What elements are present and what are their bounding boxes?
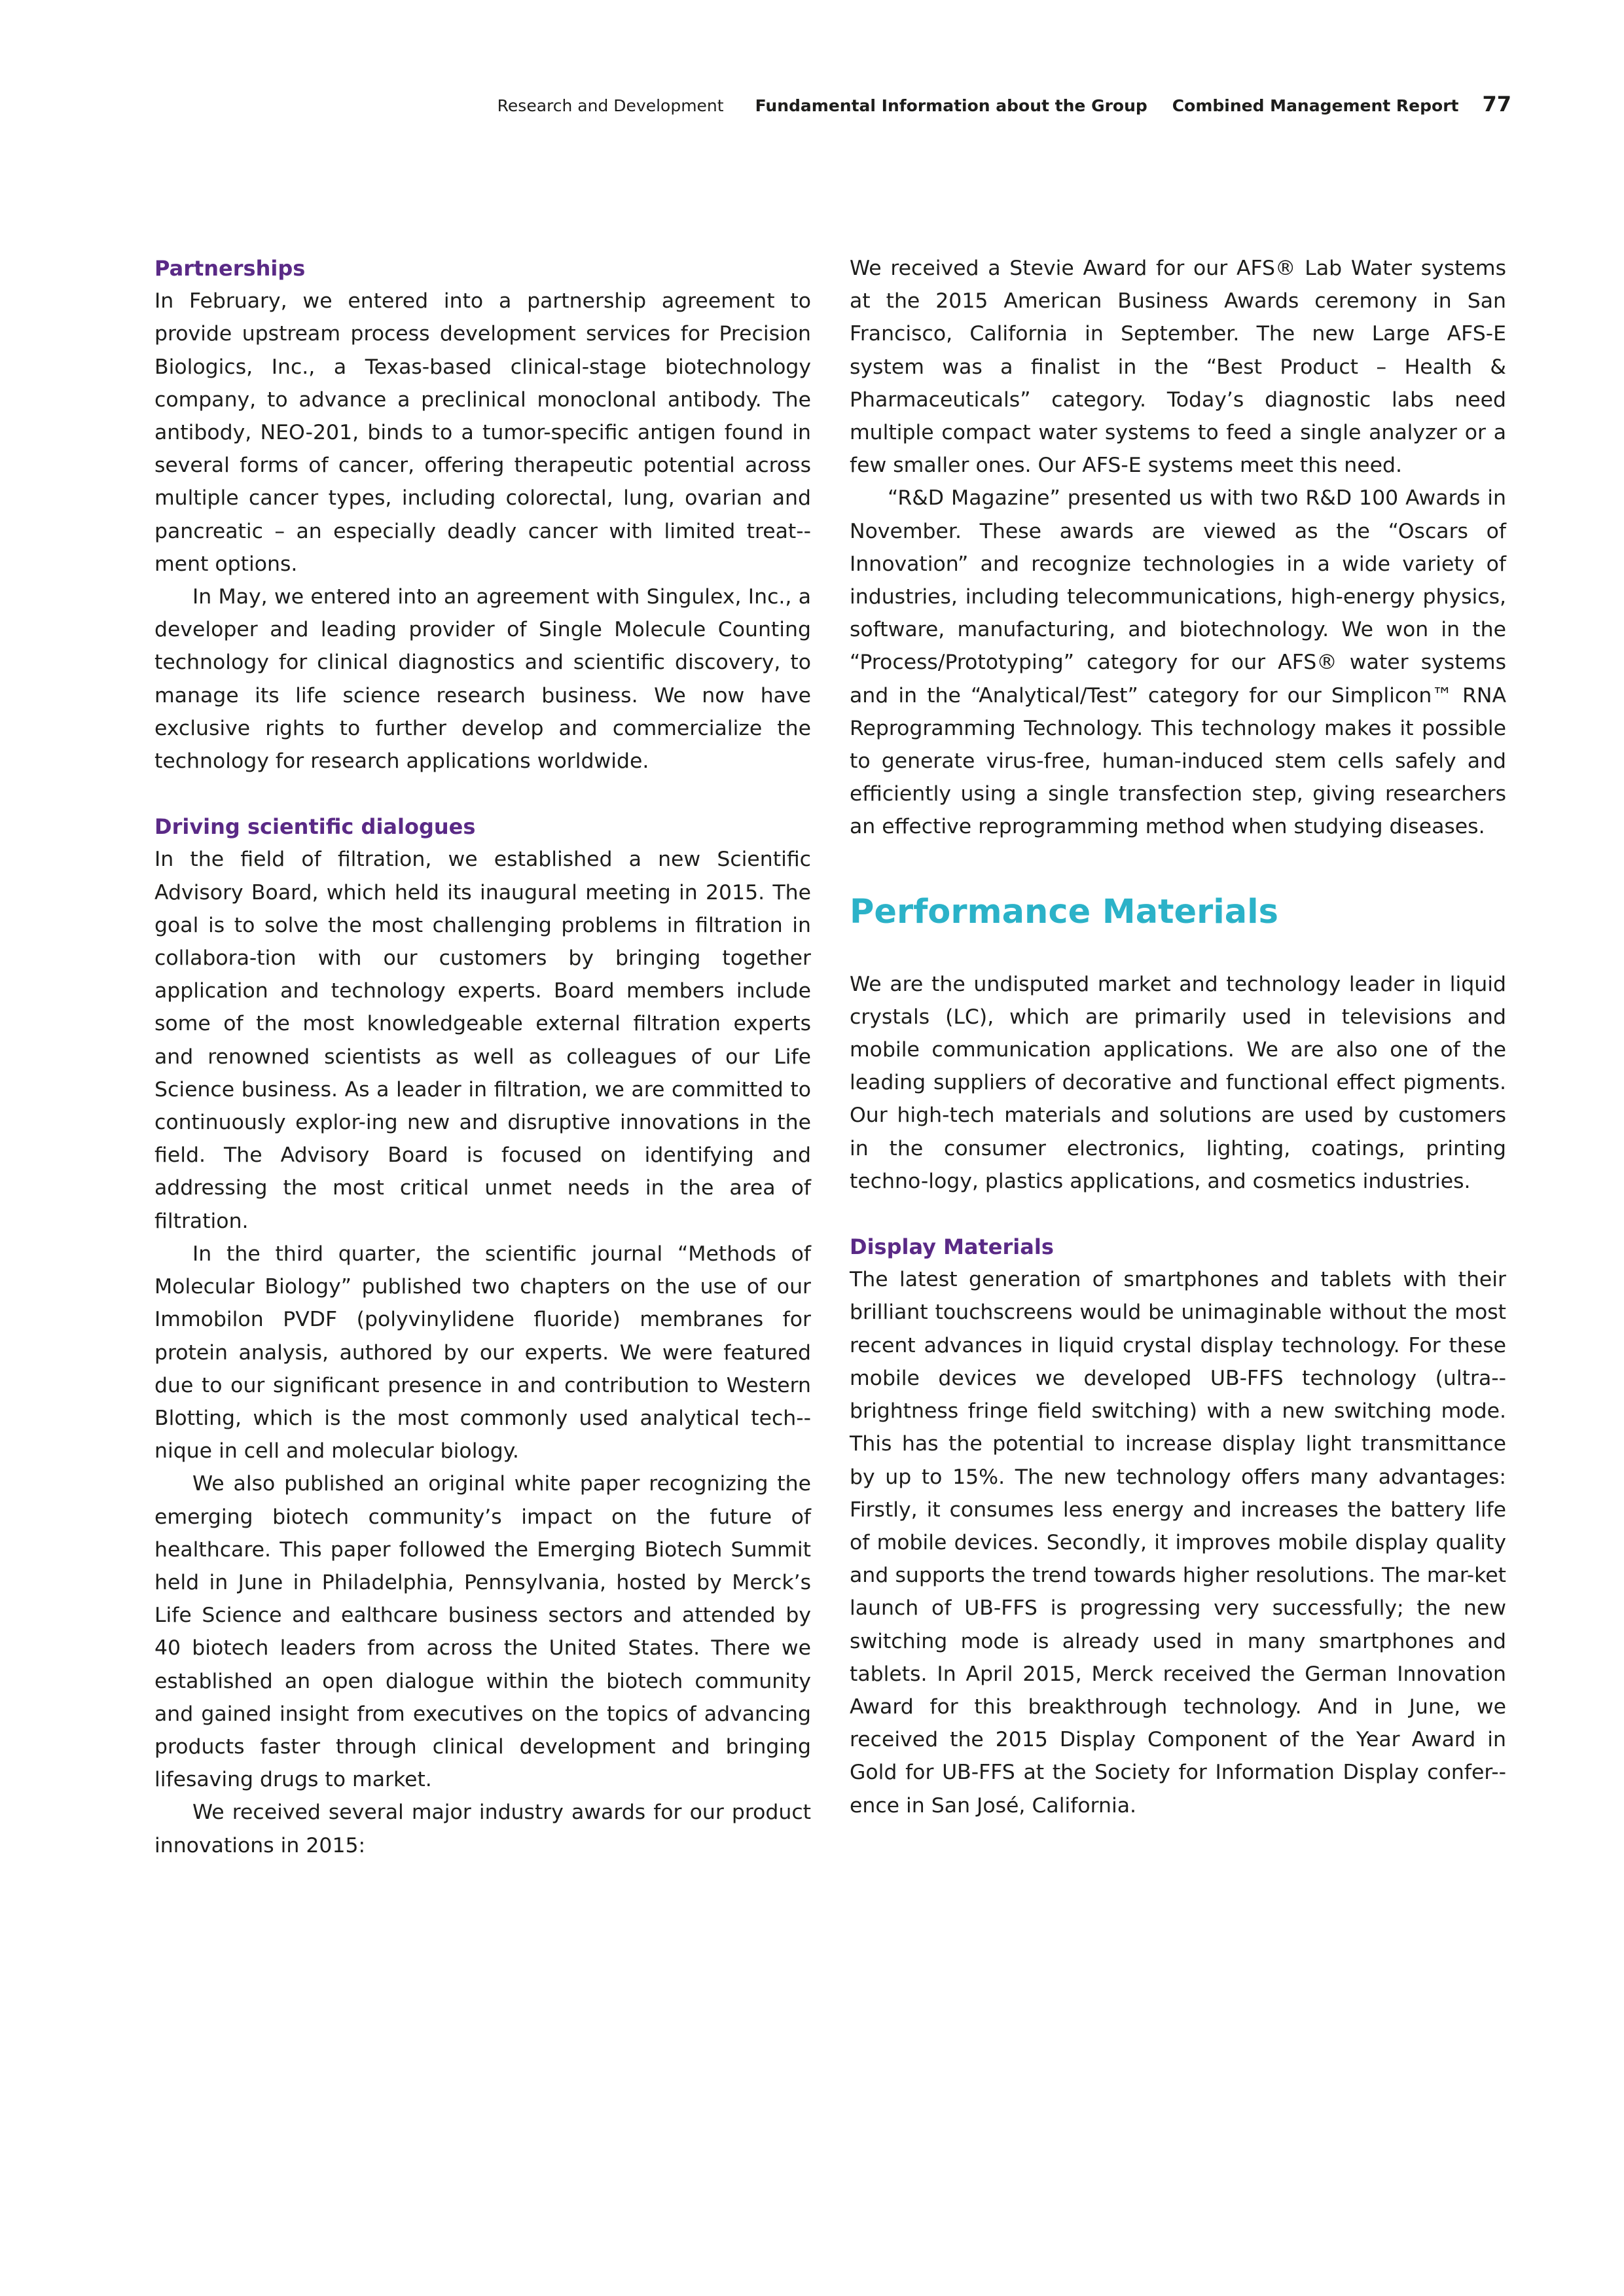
header-chapter: Fundamental Information about the Group	[755, 96, 1147, 115]
running-header	[497, 92, 1511, 117]
paragraph: In May, we entered into an agreement with Singulex, Inc., a developer and leading provider of Single Molecule Counting technology for clinical diagnostics and scientific discovery, to manage its life science research business. We now have exclusive rights to further develop and commercialize the technology for research applications worldwide.	[154, 585, 811, 774]
header-section: Research and Development	[497, 96, 724, 115]
paragraph: We also published an original white paper recognizing the emerging biotech community’s impact on the future of healthcare. This paper followed the Emerging Biotech Summit held in June in Philadelphia, Pennsylvania, hosted by Merck’s Life Science and ealthcare business sectors and attended by 40 biotech leaders from across the United States. There we established an open dialogue within the biotech community and gained insight from executives on the topics of advancing products faster through clinical development and bringing lifesaving drugs to market.	[154, 1472, 811, 1792]
header-report: Combined Management Report	[1172, 96, 1459, 115]
heading-driving-scientific-dialogues: Driving scientific dialogues	[154, 814, 476, 840]
paragraph: We received a Stevie Award for our AFS® Lab Water systems at the 2015 American Business Awards ceremony in San Francisco, California in September. The new Large AFS-E system was a finalist in the “Best Product – Health & Pharmaceuticals” category. Today’s diagnostic labs need multiple compact water systems to feed a single analyzer or a few smaller ones. Our AFS-E systems meet this need.	[850, 257, 1506, 478]
paragraph: In the third quarter, the scientific journal “Methods of Molecular Biology” published two chapters on the use of our Immobilon PVDF (polyvinylidene fluoride) membranes for protein analysis, authored by our experts. We were featured due to our significant presence in and contribution to Western Blotting, which is the most commonly used analytical tech-nique in cell and molecular biology.	[154, 1242, 811, 1463]
heading-performance-materials: Performance Materials	[850, 892, 1278, 931]
paragraph: We are the undisputed market and technology leader in liquid crystals (LC), which are primarily used in televisions and mobile communication applications. We are also one of the leading suppliers of decorative and functional effect pigments. Our high-tech materials and solutions are used by customers in the consumer electronics, lighting, coatings, printing techno-logy, plastics applications, and cosmetics industries.	[850, 972, 1506, 1193]
page-number: 77	[1482, 92, 1511, 117]
paragraph: “R&D Magazine” presented us with two R&D 100 Awards in November. These awards are viewed as the “Oscars of Innovation” and recognize technologies in a wide variety of industries, including telecommunications, high-energy physics, software, manufacturing, and biotechnology. We won in the “Process/Prototyping” category for our AFS® water systems and in the “Analytical/Test” category for our Simplicon™ RNA Reprogramming Technology. This technology makes it possible to generate virus-free, human-induced stem cells safely and efficiently using a single transfection step, giving researchers an effective reprogramming method when studying diseases.	[850, 486, 1506, 839]
paragraph: We received several major industry awards for our product innovations in 2015:	[154, 1801, 811, 1857]
paragraph: In the field of filtration, we established a new Scientific Advisory Board, which held its inaugural meeting in 2015. The goal is to solve the most challenging problems in filtration in collabora-tion with our customers by bringing together application and technology experts. Board members include some of the most knowledgeable external filtration experts and renowned scientists as well as colleagues of our Life Science business. As a leader in filtration, we are committed to continuously explor-ing new and disruptive innovations in the field. The Advisory Board is focused on identifying and addressing the most critical unmet needs in the area of filtration.	[154, 848, 811, 1233]
paragraph: The latest generation of smartphones and tablets with their brilliant touchscreens would be unimaginable without the most recent advances in liquid crystal display technology. For these mobile devices we developed UB-FFS technology (ultra-brightness fringe field switching) with a new switching mode. This has the potential to increase display light transmittance by up to 15%. The new technology offers many advantages: Firstly, it consumes less energy and increases the battery life of mobile devices. Secondly, it improves mobile display quality and supports the trend towards higher resolutions. The mar-ket launch of UB-FFS is progressing very successfully; the new switching mode is already used in many smartphones and tablets. In April 2015, Merck received the German Innovation Award for this breakthrough technology. And in June, we received the 2015 Display Component of the Year Award in Gold for UB-FFS at the Society for Information Display confer-ence in San José, California.	[850, 1268, 1506, 1818]
heading-display-materials: Display Materials	[850, 1234, 1054, 1260]
heading-partnerships: Partnerships	[154, 256, 306, 281]
right-column	[850, 252, 1506, 1822]
paragraph: In February, we entered into a partnership agreement to provide upstream process development services for Precision Biologics, Inc., a Texas-based clinical-stage biotechnology company, to advance a preclinical monoclonal antibody. The antibody, NEO-201, binds to a tumor-specific antigen found in several forms of cancer, offering therapeutic potential across multiple cancer types, including colorectal, lung, ovarian and pancreatic – an especially deadly cancer with limited treat-ment options.	[154, 289, 811, 576]
left-column	[154, 252, 811, 1862]
